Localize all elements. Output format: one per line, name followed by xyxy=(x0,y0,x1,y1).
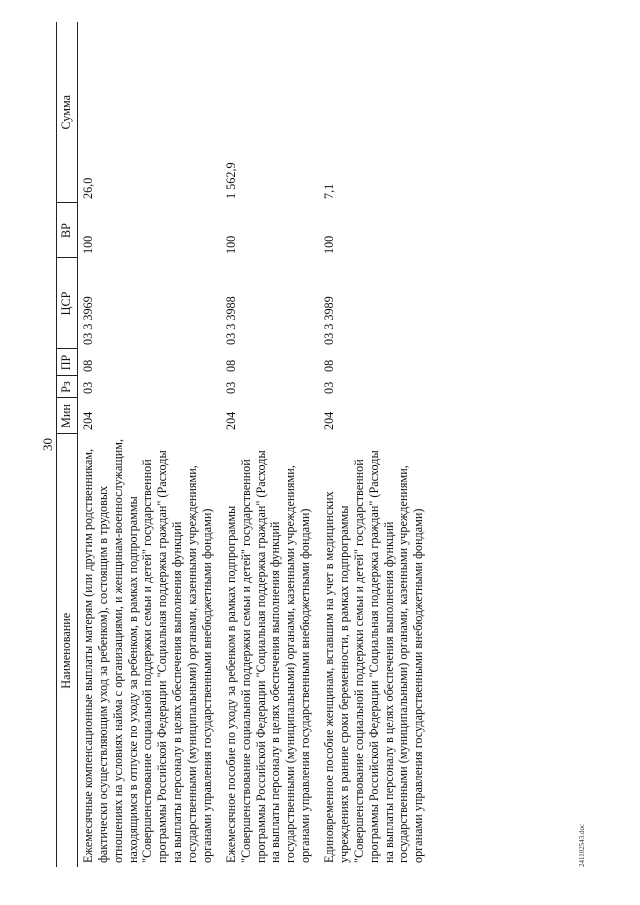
header-vr: ВР xyxy=(57,203,78,258)
row-pr: 08 xyxy=(322,359,336,372)
row-csr: 03 3 3989 xyxy=(322,296,336,345)
header-rz: Рз xyxy=(57,376,78,398)
row-sum: 26,0 xyxy=(80,177,95,199)
row-rz: 03 xyxy=(223,381,238,394)
row-name: Ежемесячное пособие по уходу за ребенком в рамках подпрограммы "Совершенствование социальной поддержки семьи и детей" государственной программы Российской Федерации "Социальная поддержка граждан" (Расходы на выплаты персоналу в целях обеспечения выполнения функций государственными (муниципальными) органами, казенными учреждениями, органами управления государственными внебюджетными фондами) xyxy=(223,450,313,863)
row-csr: 03 3 3969 xyxy=(80,296,95,345)
row-rz: 03 xyxy=(322,381,336,394)
row-min: 204 xyxy=(80,411,95,430)
row-vr: 100 xyxy=(80,235,95,254)
row-sum: 1 562,9 xyxy=(223,162,238,199)
row-vr: 100 xyxy=(223,235,238,254)
row-pr: 08 xyxy=(80,359,95,372)
table-row xyxy=(221,22,319,867)
row-vr: 100 xyxy=(322,235,336,254)
row-name: Ежемесячные компенсационные выплаты матерям (или другим родственникам, фактически осуществляющим уход за ребенком), состоящим в трудовых отношениях на условиях найма с организациями, и женщинам-военнослужащим, находящимся в отпуске по уходу за ребенком, в рамках подпрограммы "Совершенствование социальной поддержки семьи и детей" государственной программы Российской Федерации "Социальная поддержка граждан" (Расходы на выплаты персоналу в целях обеспечения выполнения функций государственными (муниципальными) органами, казенными учреждениями, органами управления государственными внебюджетными фондами) xyxy=(80,438,214,863)
page-number: 30 xyxy=(40,438,55,451)
header-min: Мин xyxy=(57,398,78,434)
budget-table xyxy=(56,22,432,867)
row-name: Единовременное пособие женщинам, вставшим на учет в медицинских учреждениях в ранние сроки беременности, в рамках подпрограммы "Совершенствование социальной поддержки семьи и детей" государственной программы Российской Федерации "Социальная поддержка граждан" (Расходы на выплаты персоналу в целях обеспечения выполнения функций государственными (муниципальными) органами, казенными учреждениями, органами управления государственными внебюджетными фондами) xyxy=(322,450,426,863)
row-min: 204 xyxy=(322,411,336,430)
row-csr: 03 3 3988 xyxy=(223,296,238,345)
header-row xyxy=(57,22,78,867)
header-csr: ЦСР xyxy=(57,258,78,349)
rotated-page xyxy=(38,22,593,867)
document-filename: 241102543.doc xyxy=(578,823,586,867)
header-name: Наименование xyxy=(57,434,78,867)
row-rz: 03 xyxy=(80,381,95,394)
row-sum: 7,1 xyxy=(322,183,336,199)
header-sum: Сумма xyxy=(57,22,78,203)
table-row xyxy=(319,22,432,867)
row-pr: 08 xyxy=(223,359,238,372)
row-min: 204 xyxy=(223,411,238,430)
table-row xyxy=(77,22,220,867)
header-pr: ПР xyxy=(57,349,78,376)
